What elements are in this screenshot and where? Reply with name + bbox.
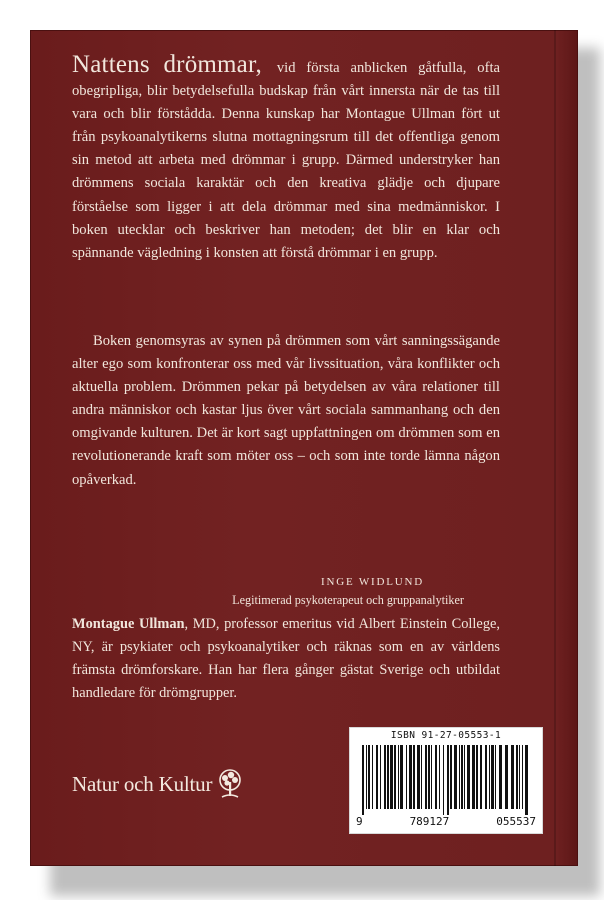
- blurb-paragraph-2: [72, 330, 500, 492]
- barcode-bar: [489, 745, 490, 809]
- barcode-bar: [390, 745, 393, 809]
- barcode-bar: [450, 745, 452, 809]
- barcode-bar: [516, 745, 518, 809]
- tree-icon: [216, 769, 244, 799]
- barcode-bar: [372, 745, 373, 809]
- barcode-bar: [368, 745, 370, 809]
- barcode-bar: [380, 745, 381, 809]
- blurb-text-1: vid första anblicken gåtfulla, ofta obegripliga, blir betydelsefulla budskap från vårt innersta när de tas till vara och blir förstådda. Denna kunskap har Montague Ullman fört ut från psykoanalytikerns slutna mottagningsrum till det offentliga genom sin metod att arbeta med drömmar i grupp. Därmed understryker han drömmens sociala karaktär och den kreativa glädje och djupare förståelse som ligger i att dela drömmar med sina medmänniskor. I boken utecklar och beskriver han metoden; det blir en klar och spännande vägledning i konsten att förstå drömmar i en grupp.: [72, 60, 500, 261]
- author-name: Montague Ullman: [72, 616, 185, 632]
- barcode-bar: [413, 745, 415, 809]
- barcode-bar: [362, 745, 364, 815]
- author-bio: [72, 613, 500, 705]
- barcode-bar: [443, 745, 444, 815]
- barcode-digit-group: 9: [356, 815, 363, 828]
- barcode-bar: [417, 745, 420, 809]
- publisher-name: Natur och Kultur: [72, 771, 213, 796]
- barcode-bar: [409, 745, 412, 809]
- barcode-bar: [421, 745, 422, 809]
- barcode-label: [349, 727, 543, 834]
- isbn-number: ISBN 91-27-05553-1: [390, 730, 502, 741]
- blurb-paragraph-1: [72, 53, 500, 265]
- barcode-bar: [505, 745, 508, 809]
- barcode-digits: [352, 815, 540, 828]
- barcode-digit-group: 789127: [409, 815, 450, 828]
- barcode-bar: [519, 745, 520, 809]
- barcode-bar: [525, 745, 528, 815]
- barcode-bar: [511, 745, 514, 809]
- barcode-bar: [439, 745, 440, 809]
- barcode-bar: [459, 745, 460, 809]
- barcode-bar: [467, 745, 470, 809]
- barcode-bar: [476, 745, 478, 809]
- publisher-logo: [72, 769, 244, 799]
- signature-title: Legitimerad psykoterapeut och gruppanalytiker: [232, 593, 464, 607]
- barcode-bar: [376, 745, 378, 809]
- barcode-bar: [499, 745, 502, 809]
- barcode-bar: [394, 745, 396, 809]
- barcode-bar: [495, 745, 496, 809]
- barcode-bar: [384, 745, 386, 809]
- barcode-bar: [400, 745, 403, 809]
- spine-edge: [554, 30, 556, 866]
- barcode-bar: [480, 745, 482, 809]
- barcode-bar: [447, 745, 449, 815]
- barcode-bar: [406, 745, 407, 809]
- barcode-bar: [461, 745, 463, 809]
- barcode-bar: [431, 745, 432, 809]
- blurb-lead: Nattens drömmar,: [72, 51, 262, 78]
- signature-name: INGE WIDLUND: [321, 576, 424, 588]
- signature: [72, 574, 500, 609]
- barcode-bar: [366, 745, 367, 809]
- barcode-bar: [485, 745, 487, 809]
- barcode-bar: [472, 745, 475, 809]
- barcode-bar: [387, 745, 389, 809]
- barcode-bar: [428, 745, 430, 809]
- barcode-bar: [491, 745, 494, 809]
- barcode-bar: [398, 745, 399, 809]
- barcode-bar: [522, 745, 523, 809]
- barcode-digit-group: 055537: [496, 815, 536, 828]
- barcode: [358, 745, 534, 815]
- author-bio-text: , MD, professor emeritus vid Albert Einstein College, NY, är psykiater och psykoanalytiker och räknas som en av världens främsta drömforskare. Han har flera gånger gästat Sverige och utbildat handledare för drömgrupper.: [72, 616, 500, 702]
- barcode-bar: [454, 745, 457, 809]
- barcode-bar: [435, 745, 437, 809]
- barcode-bar: [464, 745, 465, 809]
- barcode-bar: [425, 745, 427, 809]
- blurb-text-2: Boken genomsyras av synen på drömmen som vårt sanningssägande alter ego som konfronterar oss med vår livssituation, våra konflikter och aktuella problem. Drömmen pekar på betydelsen av våra relationer till andra människor och kastar ljus över vårt sociala sammanhang och den omgivande kulturen. Det är kort sagt uppfattningen om drömmen som en revolutionerande kraft som möter oss – och som inte torde lämna någon opåverkad.: [72, 333, 500, 488]
